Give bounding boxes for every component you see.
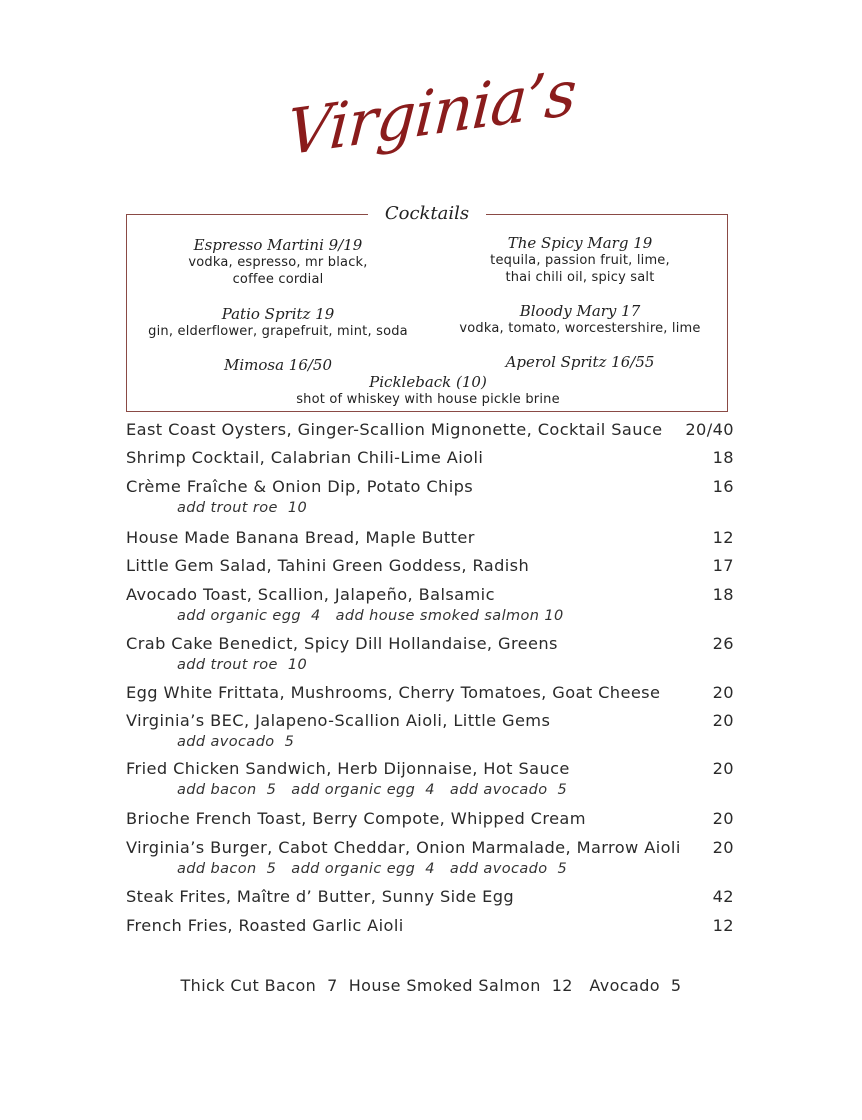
cocktail-name: Bloody Mary 17 [519,302,641,320]
menu-item [126,554,734,583]
menu-item-price: 12 [712,528,734,547]
menu-item-price: 18 [712,585,734,604]
menu-item [126,526,734,554]
restaurant-logo [0,55,862,182]
menu-item [126,418,734,446]
menu-item-price: 17 [712,556,734,575]
cocktail-name: Patio Spritz 19 [221,305,335,323]
menu-item [126,681,734,709]
menu-item-price: 12 [712,916,734,935]
menu-item [126,757,734,807]
cocktail-description: shot of whiskey with house pickle brine [296,392,560,407]
cocktail-description: vodka, tomato, worcestershire, lime [459,321,701,336]
menu-item [126,807,734,836]
menu-item-title: Crab Cake Benedict, Spicy Dill Hollandaise, Greens [126,634,558,653]
menu-item [126,914,734,942]
menu-item-addon: add organic egg 4 add house smoked salmon 10 [177,608,564,624]
menu-item-price: 26 [712,634,734,653]
menu-item-title: Fried Chicken Sandwich, Herb Dijonnaise, Hot Sauce [126,759,570,778]
menu-item-title: French Fries, Roasted Garlic Aioli [126,916,404,935]
menu-item-price: 18 [712,448,734,467]
menu-item-price: 16 [712,477,734,496]
sides-line: Thick Cut Bacon 7 House Smoked Salmon 12 Avocado 5 [180,976,682,995]
food-menu-list [126,418,734,942]
menu-item [126,632,734,681]
menu-item-title: Avocado Toast, Scallion, Jalapeño, Balsamic [126,585,495,604]
menu-item-title: East Coast Oysters, Ginger-Scallion Mignonette, Cocktail Sauce [126,420,663,439]
menu-item-title: Brioche French Toast, Berry Compote, Whipped Cream [126,809,586,828]
menu-item-price: 20 [712,711,734,730]
menu-item-price: 20 [712,809,734,828]
menu-item [126,885,734,914]
cocktail-name: The Spicy Marg 19 [507,234,653,252]
cocktail-pickleback [270,373,586,408]
menu-item-addon: add bacon 5 add organic egg 4 add avocado 5 [177,861,568,877]
menu-item [126,583,734,632]
menu-item [126,475,734,526]
menu-item [126,836,734,885]
cocktail-name: Espresso Martini 9/19 [193,236,363,254]
menu-item-price: 42 [712,887,734,906]
menu-item-title: House Made Banana Bread, Maple Butter [126,528,475,547]
menu-item-addon: add avocado 5 [177,734,295,750]
menu-item-title: Little Gem Salad, Tahini Green Goddess, Radish [126,556,530,575]
menu-item-title: Steak Frites, Maître d’ Butter, Sunny Side Egg [126,887,515,906]
cocktail-spicy-marg [446,234,714,286]
cocktails-heading: Cocktails [368,203,486,224]
logo-script-text: Virginia’s [284,55,578,170]
cocktail-name: Aperol Spritz 16/55 [505,353,655,371]
menu-item-addon: add bacon 5 add organic egg 4 add avocado 5 [177,782,568,798]
menu-item-price: 20 [712,759,734,778]
menu-item-addon: add trout roe 10 [177,657,308,673]
cocktail-description: gin, elderflower, grapefruit, mint, soda [148,324,408,339]
cocktail-mimosa [146,356,410,374]
menu-item-title: Shrimp Cocktail, Calabrian Chili-Lime Aioli [126,448,484,467]
menu-item-price: 20 [712,838,734,857]
cocktail-description: vodka, espresso, mr black, coffee cordial [188,255,368,287]
menu-item-title: Virginia’s BEC, Jalapeno-Scallion Aioli, Little Gems [126,711,551,730]
menu-item-price: 20/40 [685,420,734,439]
menu-item-title: Egg White Frittata, Mushrooms, Cherry Tomatoes, Goat Cheese [126,683,661,702]
cocktail-name: Mimosa 16/50 [223,356,333,374]
menu-item-price: 20 [712,683,734,702]
cocktail-aperol-spritz [446,353,714,371]
menu-item [126,709,734,757]
cocktail-patio-spritz [140,305,416,340]
cocktail-bloody-mary [446,302,714,337]
cocktail-description: tequila, passion fruit, lime, thai chili oil, spicy salt [490,253,670,285]
menu-item-addon: add trout roe 10 [177,500,308,516]
menu-item-title: Virginia’s Burger, Cabot Cheddar, Onion Marmalade, Marrow Aioli [126,838,681,857]
menu-item-title: Crème Fraîche & Onion Dip, Potato Chips [126,477,474,496]
cocktail-name: Pickleback (10) [369,373,487,391]
menu-item [126,446,734,475]
cocktail-espresso-martini [146,236,410,288]
